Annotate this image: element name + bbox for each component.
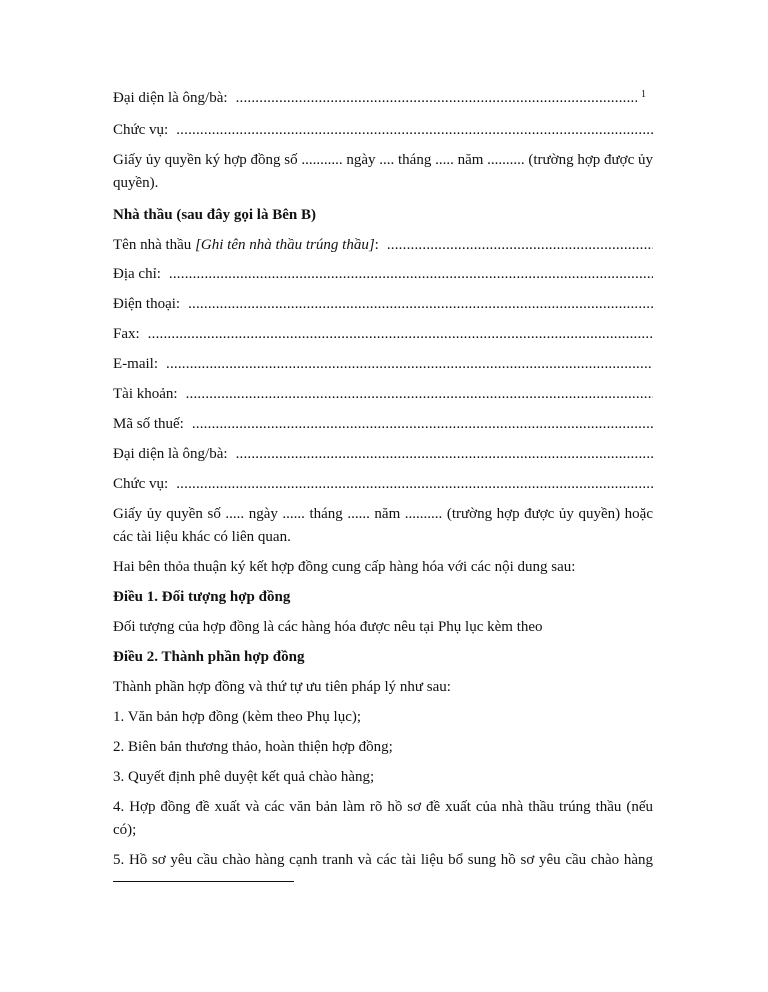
article-2-item: 1. Văn bản hợp đồng (kèm theo Phụ lục); xyxy=(113,709,362,725)
position-b-line xyxy=(113,474,653,494)
address-label: Địa chỉ: xyxy=(113,266,161,282)
contractor-name-blank xyxy=(387,235,653,255)
position-a-label: Chức vụ: xyxy=(113,122,169,138)
footnote-marker: 1 xyxy=(641,89,646,100)
article-2-item: 3. Quyết định phê duyệt kết quả chào hàng; xyxy=(113,769,375,785)
power-of-attorney-b-line2: các tài liệu khác có liên quan. xyxy=(113,529,291,545)
fax-label: Fax: xyxy=(113,326,140,342)
account-line xyxy=(113,384,653,404)
article-2-item-continued: có); xyxy=(113,822,137,838)
contractor-name-instruction: [Ghi tên nhà thầu trúng thầu] xyxy=(195,237,375,253)
representative-b-line xyxy=(113,444,653,464)
article-1-body: Đối tượng của hợp đồng là các hàng hóa được nêu tại Phụ lục kèm theo xyxy=(113,619,543,635)
article-2-item: 4. Hợp đồng đề xuất và các văn bản làm rõ hồ sơ đề xuất của nhà thầu trúng thầu (nếu xyxy=(113,799,653,815)
phone-blank xyxy=(188,294,653,314)
representative-a-line xyxy=(113,88,637,108)
representative-a-label: Đại diện là ông/bà: xyxy=(113,90,228,106)
position-a-line xyxy=(113,120,653,140)
article-2-heading: Điều 2. Thành phần hợp đồng xyxy=(113,649,305,665)
phone-line xyxy=(113,294,653,314)
article-1-heading: Điều 1. Đối tượng hợp đồng xyxy=(113,589,291,605)
representative-a-blank xyxy=(236,88,637,108)
power-of-attorney-b-line1: Giấy ủy quyền số ..... ngày ...... tháng ...... năm .......... (trường hợp được ủy quyền) hoặc xyxy=(113,506,653,522)
footnote-separator xyxy=(113,881,294,882)
address-line xyxy=(113,264,653,284)
email-blank xyxy=(166,354,653,374)
agreement-intro: Hai bên thỏa thuận ký kết hợp đồng cung cấp hàng hóa với các nội dung sau: xyxy=(113,559,576,575)
email-label: E-mail: xyxy=(113,356,158,372)
position-b-blank xyxy=(176,474,653,494)
power-of-attorney-a-line1: Giấy ủy quyền ký hợp đồng số ........... ngày .... tháng ..... năm .......... (trường hợp được ủy xyxy=(113,152,654,168)
article-2-item: 2. Biên bản thương thảo, hoàn thiện hợp đồng; xyxy=(113,739,393,755)
contractor-name-label: Tên nhà thầu [Ghi tên nhà thầu trúng thầu]: xyxy=(113,237,379,253)
account-blank xyxy=(186,384,653,404)
representative-b-blank xyxy=(236,444,653,464)
tax-code-line xyxy=(113,414,653,434)
address-blank xyxy=(169,264,653,284)
tax-code-label: Mã số thuế: xyxy=(113,416,184,432)
fax-blank xyxy=(148,324,653,344)
email-line xyxy=(113,354,653,374)
tax-code-blank xyxy=(192,414,653,434)
phone-label: Điện thoại: xyxy=(113,296,181,312)
fax-line xyxy=(113,324,653,344)
article-2-item: 5. Hồ sơ yêu cầu chào hàng cạnh tranh và các tài liệu bổ sung hồ sơ yêu cầu chào hàng xyxy=(113,852,653,868)
contractor-name-line xyxy=(113,235,653,255)
article-2-intro: Thành phần hợp đồng và thứ tự ưu tiên pháp lý như sau: xyxy=(113,679,451,695)
power-of-attorney-a-line2: quyền). xyxy=(113,175,159,191)
position-b-label: Chức vụ: xyxy=(113,476,169,492)
party-b-heading: Nhà thầu (sau đây gọi là Bên B) xyxy=(113,207,316,223)
account-label: Tài khoản: xyxy=(113,386,178,402)
representative-b-label: Đại diện là ông/bà: xyxy=(113,446,228,462)
position-a-blank xyxy=(176,120,653,140)
